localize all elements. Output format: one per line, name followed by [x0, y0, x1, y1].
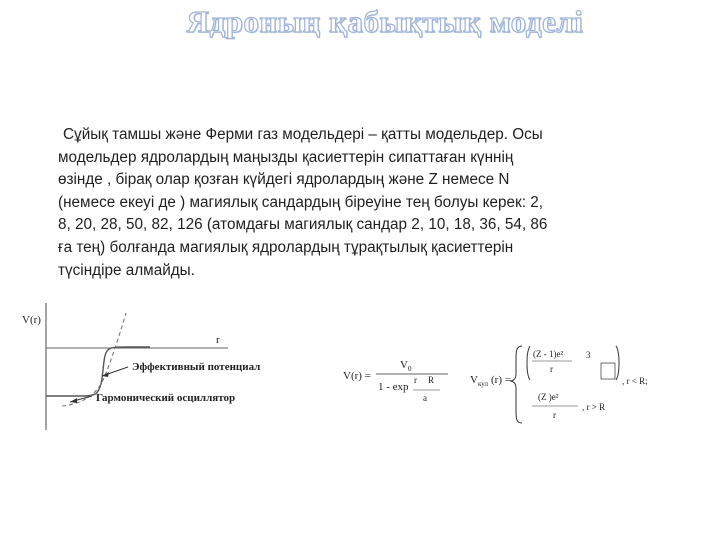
potential-diagram [22, 303, 260, 430]
x-axis-label: r [216, 334, 220, 346]
coul-case-brace [510, 346, 522, 423]
paragraph-line: түсіндіре алмайды. [58, 261, 195, 279]
coul-case2-cond: , r > R [582, 402, 606, 412]
ws-exp-den: a [423, 393, 427, 403]
oscillator-label: Гармонический осциллятор [96, 392, 236, 404]
coul-case1-cond: , r < R; [622, 376, 648, 386]
coul-case2-den: r [553, 410, 556, 420]
coul-lhs: V [470, 374, 478, 386]
ws-numerator: V [400, 359, 408, 371]
ws-exp-R: R [428, 375, 435, 385]
paragraph-line: 8, 20, 28, 50, 82, 126 (атомдағы магиялық сандар 2, 10, 18, 36, 54, 86 [58, 216, 548, 234]
coulomb-formula [470, 346, 648, 423]
coul-right-paren [616, 346, 619, 380]
slide-title: Ядроның қабықтық моделі [186, 4, 584, 39]
paragraph-line: Сұйық тамшы және Ферми газ модельдері – қатты модельдер. Осы [63, 126, 543, 143]
ws-lhs: V(r) = [343, 370, 371, 382]
woods-saxon-formula [343, 359, 448, 403]
oscillator-arrow-icon [70, 398, 77, 403]
coul-case1-den: r [550, 364, 553, 374]
coul-case1-numerator: (Z - 1)e² [533, 349, 564, 359]
y-axis-label: V(r) [22, 314, 41, 326]
paragraph-line: ға тең) болғанда магиялық ядролардың тұрақтылық қасиеттерін [58, 238, 514, 256]
coul-lhs-tail: (r) = [491, 374, 511, 386]
coul-lhs-sub: кул [478, 380, 488, 388]
coul-R-box [601, 363, 615, 379]
effective-potential-label: Эффективный потенциал [132, 361, 261, 373]
coul-case1-extra: 3 [586, 350, 591, 360]
ws-numerator-sub: 0 [408, 365, 412, 373]
paragraph-line: (немесе екеуі де ) магиялық сандардың біреуіне тең болуы керек: 2, [58, 193, 543, 211]
ws-denominator: 1 - exp [378, 381, 409, 393]
ws-exp-r: r [414, 375, 417, 385]
coul-left-paren [527, 346, 530, 380]
paragraph-line: өзінде , бірақ олар қозған күйдегі ядролардың және Z немесе N [58, 171, 510, 189]
paragraph-line: модельдер ядролардың маңызды қасиеттерін сипаттаған күннің [58, 148, 514, 166]
coul-case2-numerator: (Z )e² [538, 392, 559, 402]
